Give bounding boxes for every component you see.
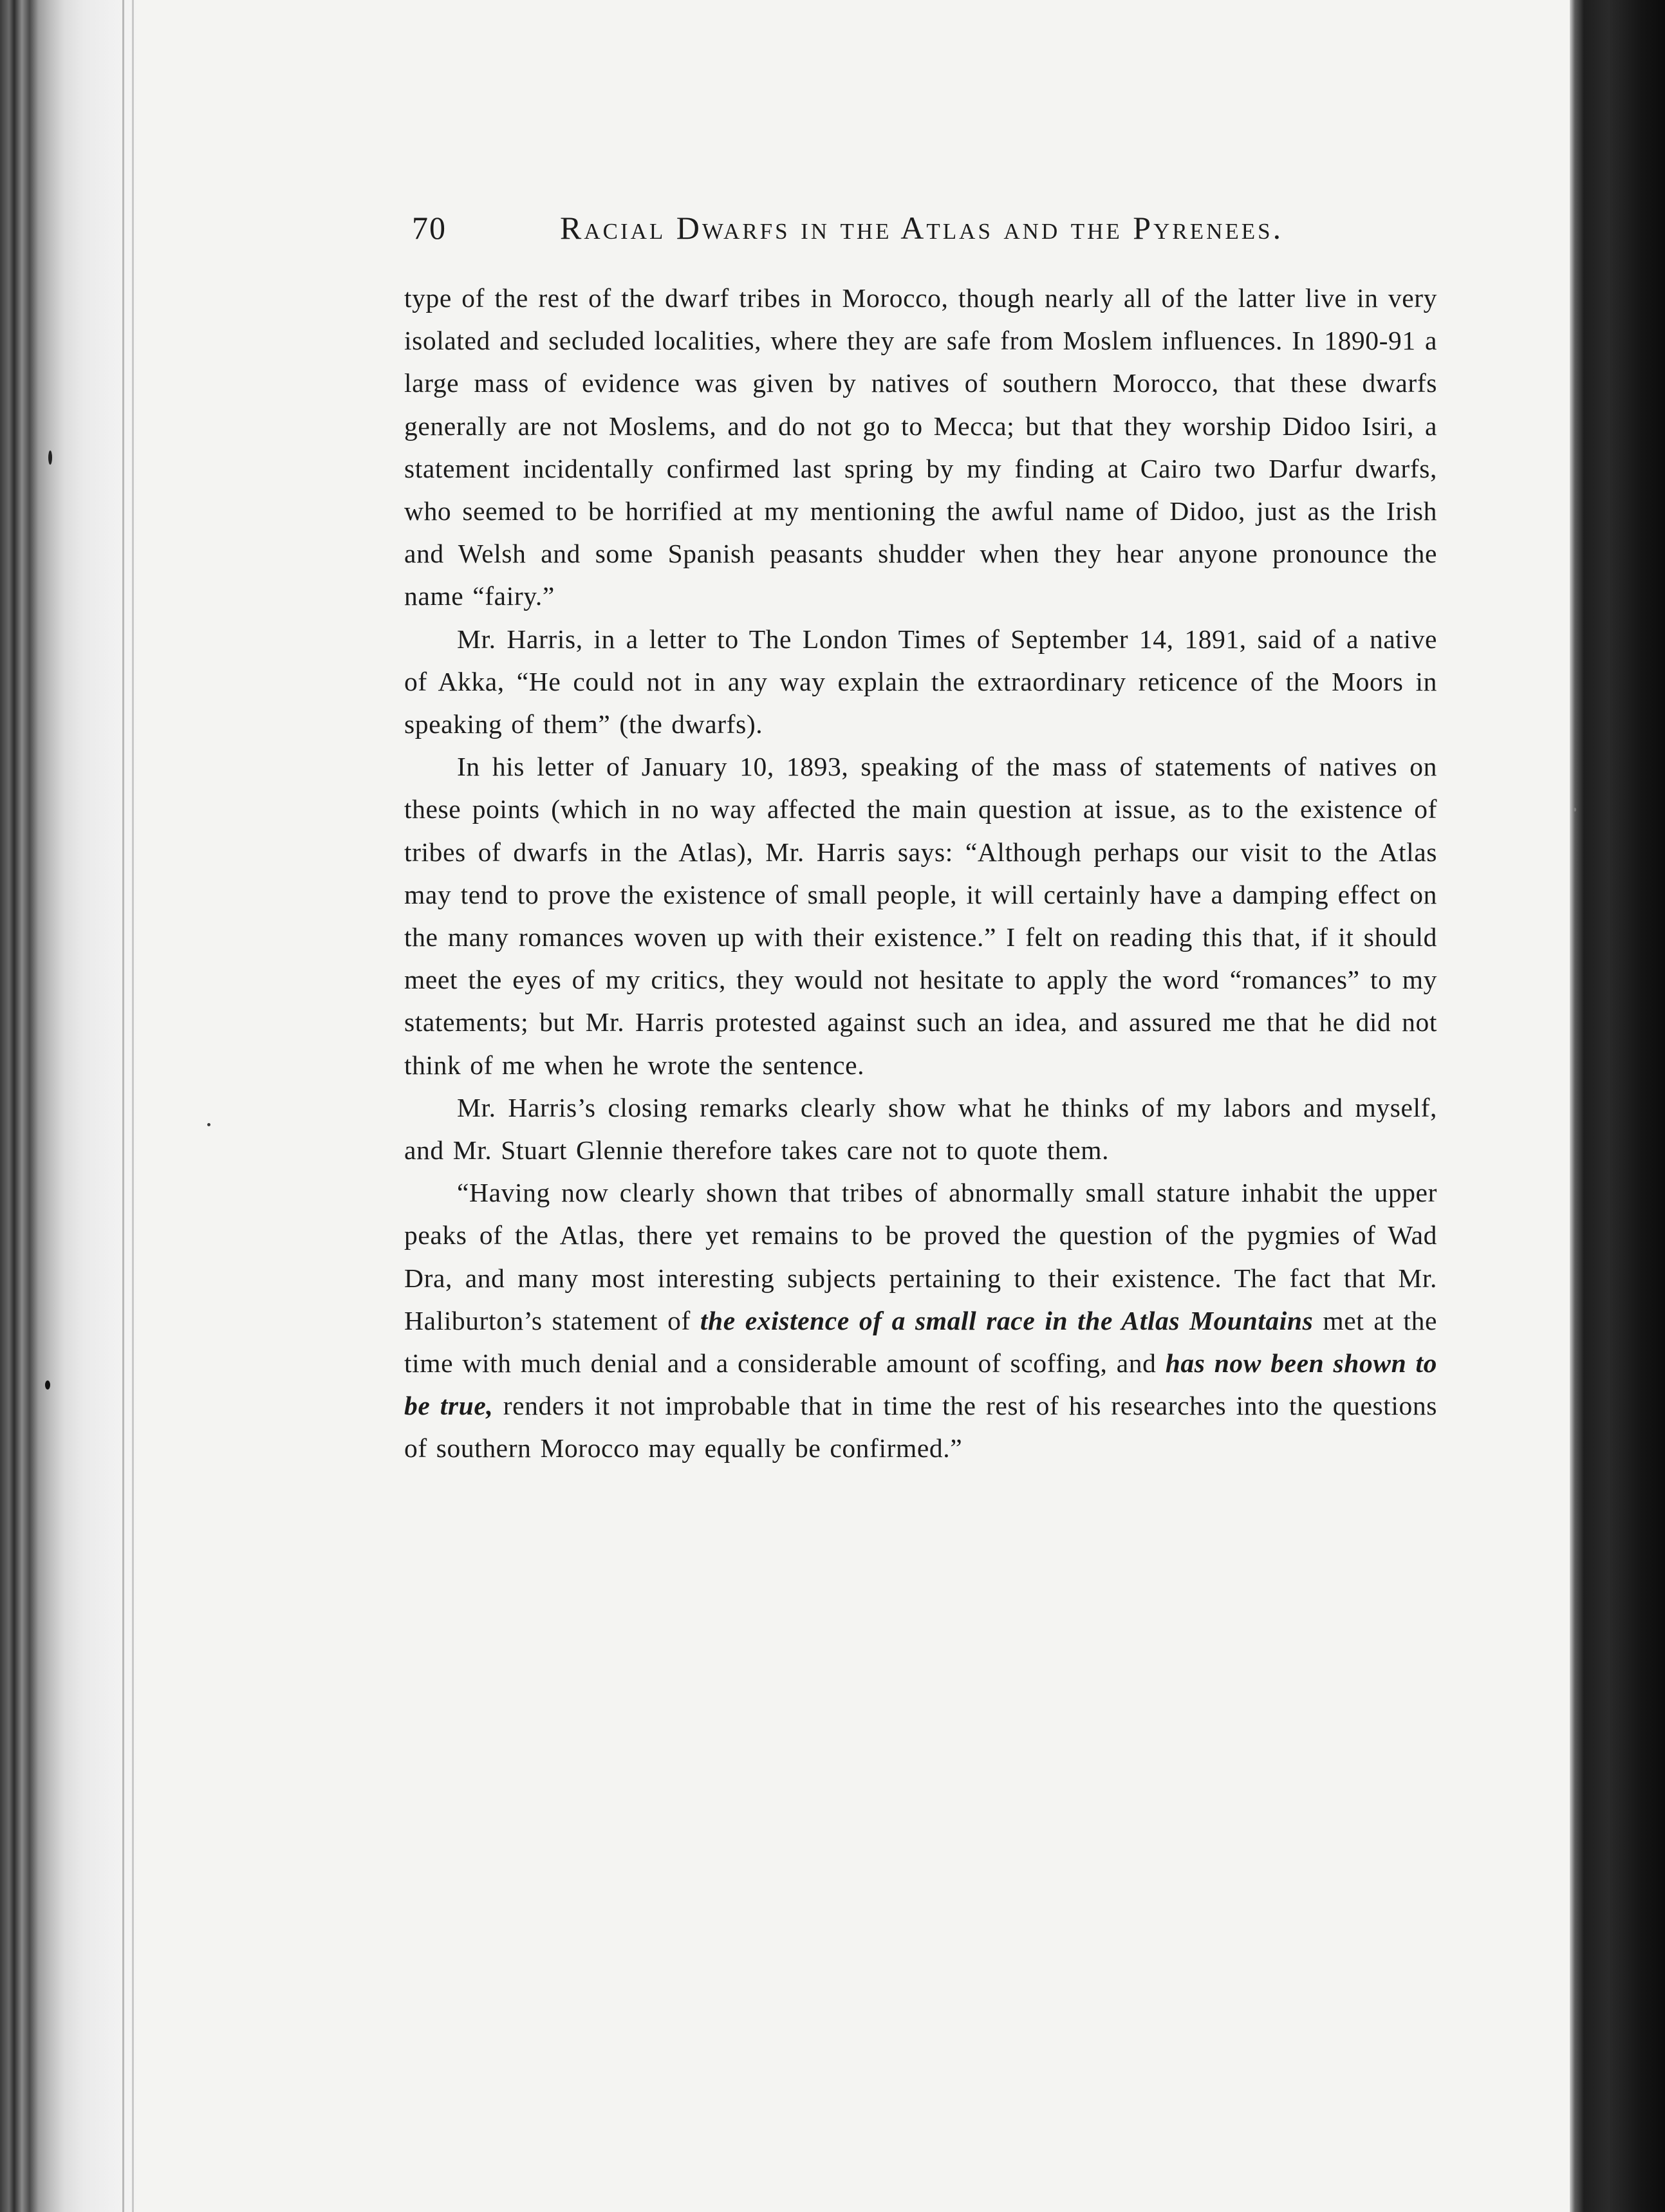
body-text	[404, 277, 1437, 1470]
quote-text: met at the time with much denial and a considerable amount of scoffing, and	[404, 1305, 1438, 1379]
quoted-paragraph	[404, 1171, 1437, 1469]
running-head	[412, 209, 1442, 261]
scan-speck	[45, 1380, 50, 1389]
paragraph: type of the rest of the dwarf tribes in Morocco, though nearly all of the latter live in very isolated and secluded localities, where they are safe from Moslem influences. In 1890-91 a large mass of evidence was given by natives of southern Morocco, that these dwarfs generally are not Moslems, and do not go to Mecca; but that they worship Didoo Isiri, a statement incidentally confirmed last spring by my finding at Cairo two Darfur dwarfs, who seemed to be horrified at my mentioning the awful name of Didoo, just as the Irish and Welsh and some Spanish peasants shudder when they hear anyone pronounce the name “fairy.”	[404, 283, 1437, 611]
scan-speck	[207, 1123, 210, 1126]
paragraph: Mr. Harris’s closing remarks clearly show what he thinks of my labors and myself, and Mr. Stuart Glennie therefore takes care not to quote them.	[404, 1092, 1437, 1166]
quote-text: “Having now clearly shown that tribes of abnormally small stature inhabit the upper peaks of the Atlas, there yet remains to be proved the question of the pygmies of Wad Dra, and many most interesting subjects pertaining to their existence. The fact that Mr. Haliburton’s statement of	[404, 1178, 1437, 1335]
paragraph: In his letter of January 10, 1893, speaking of the mass of statements of natives on these points (which in no way affected the main question at issue, as to the existence of tribes of dwarfs in the Atlas), Mr. Harris says: “Although perhaps our visit to the Atlas may tend to prove the existence of small people, it will certainly have a damping effect on the many romances woven up with their existence.” I felt on reading this that, if it should meet the eyes of my critics, they would not hesitate to apply the word “romances” to my statements; but Mr. Harris protested against such an idea, and assured me that he did not think of me when he wrote the sentence.	[404, 752, 1437, 1080]
page-number: 70	[412, 210, 447, 246]
paragraph: Mr. Harris, in a letter to The London Times of September 14, 1891, said of a native of Akka, “He could not in any way explain the extraordinary reticence of the Moors in speaking of them” (the dwarfs).	[404, 624, 1437, 739]
quote-text: renders it not improbable that in time the rest of his researches into the questions of southern Morocco may equally be confirmed.”	[404, 1391, 1437, 1464]
scan-speck	[48, 451, 52, 465]
italic-phrase: the existence of a small race in the Atlas Mountains	[700, 1305, 1314, 1335]
scan-speck	[1574, 808, 1576, 812]
running-title: Racial Dwarfs in the Atlas and the Pyrenees.	[560, 210, 1284, 246]
italic-phrase: has now been shown to be true,	[404, 1348, 1437, 1421]
